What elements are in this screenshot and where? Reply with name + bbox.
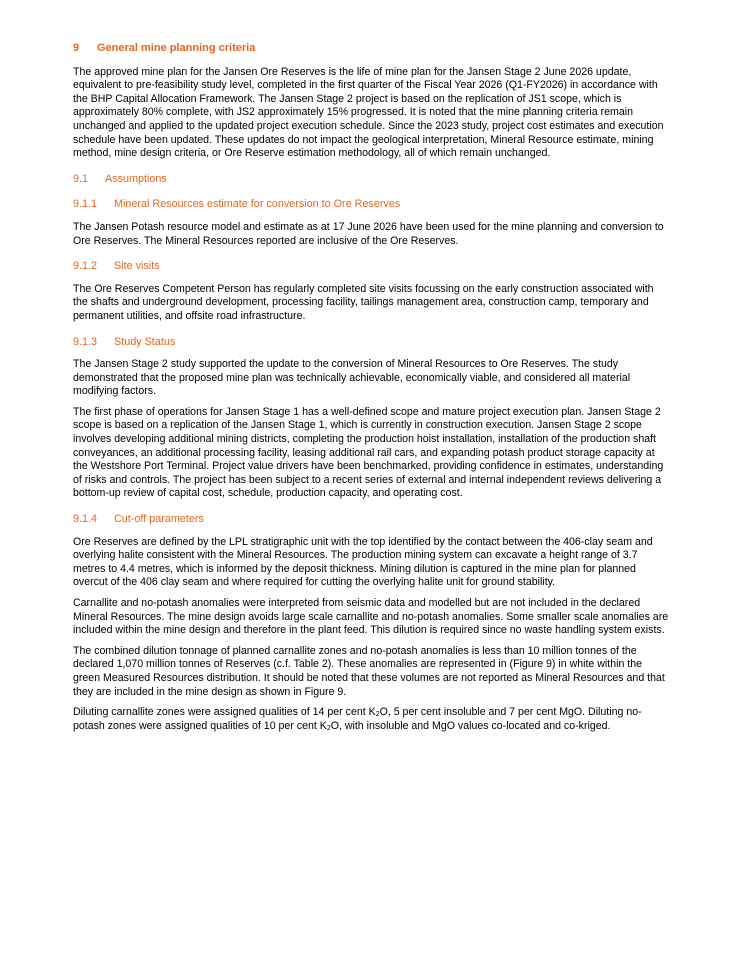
text-run: Diluting carnallite zones were assigned qualities of 14 per cent K <box>73 706 376 719</box>
paragraph-dilution-qualities <box>73 706 670 733</box>
paragraph: The Jansen Stage 2 study supported the update to the conversion of Mineral Resources to Ore Reserves. The study demonstrated that the proposed mine plan was technically achievable, economically viable, and considered all material modifying factors. <box>73 358 631 398</box>
paragraph: The first phase of operations for Jansen Stage 1 has a well-defined scope and mature project execution plan. Jansen Stage 2 scope is based on a replication of the Jansen Stage 1, which is currently in construction execution. Jansen Stage 2 scope involves developing additional mining districts, completing the production hoist installation, installation of the production shaft conveyances, an additional processing facility, leasing additional rail cars, and expanding potash product storage capacity at the Westshore Port Terminal. Project value drivers have been benchmarked, providing confidence in estimates, understanding of risks and controls. The project has been subject to a recent series of external and internal independent reviews delivering a bottom-up review of capital cost, schedule, production capacity, and operating cost. <box>73 405 664 500</box>
subscript: 2 <box>326 724 331 732</box>
paragraph: Carnallite and no-potash anomalies were interpreted from seismic data and modelled but are not included in the declared Mineral Resources. The mine design avoids large scale carnallite and no-potash anomalies. Some smaller scale anomalies are included within the mine design and therefore in the plant feed. This dilution is required since no waste handling system exists. <box>73 597 669 637</box>
paragraph: The Ore Reserves Competent Person has regularly completed site visits focussing on the early construction associated with the shafts and underground development, processing facility, tailings management area, construction camp, temporary and permanent utilities, and offsite road infrastructure. <box>73 282 654 322</box>
subsection-title: Mineral Resources estimate for conversion to Ore Reserves <box>114 198 401 211</box>
subsection-heading-913 <box>73 336 670 350</box>
subsection-number: 9.1.2 <box>73 260 98 273</box>
subsection-title: Cut-off parameters <box>114 513 204 526</box>
paragraph: The Jansen Potash resource model and estimate as at 17 June 2026 have been used for the mine planning and conversion to Ore Reserves. The Mineral Resources reported are inclusive of the Ore Reserves. <box>73 220 664 247</box>
section-title: General mine planning criteria <box>97 42 256 54</box>
subscript: 2 <box>375 711 380 719</box>
subsection-heading-911 <box>73 198 670 212</box>
subsection-number: 9.1.3 <box>73 335 98 348</box>
paragraph: The combined dilution tonnage of planned carnallite zones and no-potash anomalies is less than 10 million tonnes of the declared 1,070 million tonnes of Reserves (c.f. Table 2). These anomalies are represented in (Figure 9) in white within the green Measured Resources distribution. It should be noted that these volumes are not reported as Mineral Resources and that they are included in the mine design as shown in Figure 9. <box>73 644 665 698</box>
subsection-number: 9.1.1 <box>73 198 98 211</box>
subsection-number: 9.1.4 <box>73 513 98 526</box>
subsection-title: Site visits <box>114 260 160 273</box>
subsection-heading-assumptions <box>73 173 670 187</box>
subsection-heading-914 <box>73 513 670 527</box>
subsection-heading-912 <box>73 260 670 274</box>
document-page <box>73 38 670 740</box>
paragraph: Ore Reserves are defined by the LPL stratigraphic unit with the top identified by the contact between the 406-clay seam and overlying halite consistent with the Mineral Resources. The production mining system can excavate a height range of 3.7 metres to 4.4 metres, which is informed by the deposit thickness. Mining dilution is captured in the mine plan for planned overcut of the 406 clay seam and where required for cutting the overlying halite unit for ground stability. <box>73 535 653 589</box>
text-run: O, 5 per cent insoluble and 7 per cent MgO. Diluting no-potash zones were assigned qualities of 10 per cent K <box>73 706 642 732</box>
subsection-title: Assumptions <box>105 172 167 185</box>
subsection-number: 9.1 <box>73 172 89 185</box>
section-heading <box>73 42 670 56</box>
text-run: O, with insoluble and MgO values co-located and co-kriged. <box>330 719 611 732</box>
section-number: 9 <box>73 42 80 54</box>
section-intro-paragraph: The approved mine plan for the Jansen Ore Reserves is the life of mine plan for the Jansen Stage 2 June 2026 update, equivalent to pre-feasibility study level, completed in the first quarter of the Fiscal Year 2026 (Q1-FY2026) in accordance with the BHP Capital Allocation Framework. The Jansen Stage 2 project is based on the replication of JS1 scope, which is approximately 80% complete, with JS2 approximately 15% progressed. It is noted that the mine planning criteria remain unchanged and applied to the updated project execution schedule. Since the 2023 study, project cost estimates and execution schedule have been updated. These updates do not impact the geological interpretation, Mineral Resource estimate, mining method, mine design criteria, or Ore Reserve estimation methodology, all of which remain unchanged. <box>73 65 664 160</box>
subsection-title: Study Status <box>114 335 176 348</box>
